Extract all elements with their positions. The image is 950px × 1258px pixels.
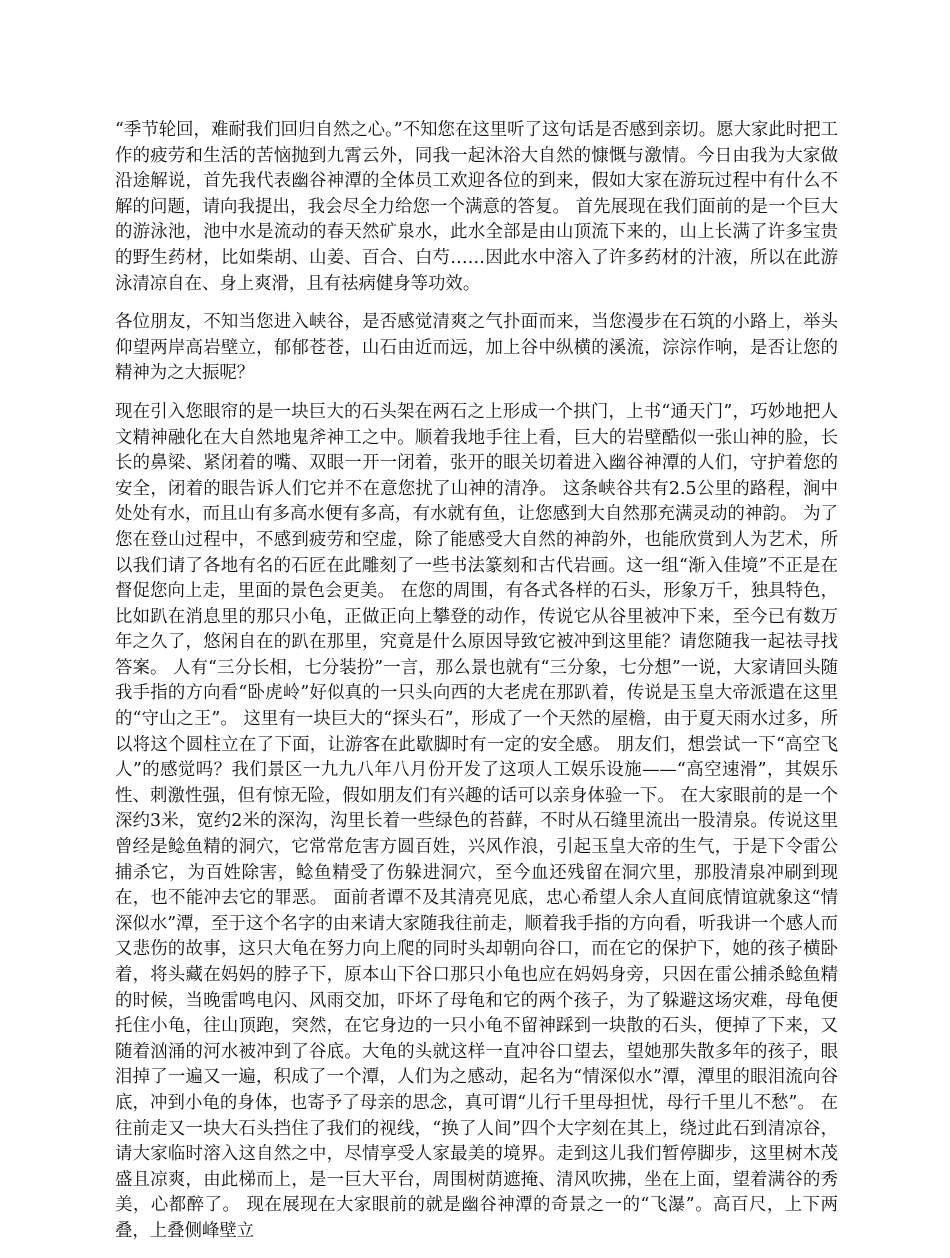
paragraph-intro: “季节轮回，难耐我们回归自然之心。”不知您在这里听了这句话是否感到亲切。愿大家此时把工作的疲劳和生活的苦恼抛到九霄云外，同我一起沐浴大自然的慷慨与激情。今日由我为大家做沿途解说，首先我代表幽谷神潭的全体员工欢迎各位的到来，假如大家在游玩过程中有什么不解的问题，请向我提出，我会尽全力给您一个满意的答复。 首先展现在我们面前的是一个巨大的游泳池，池中水是流动的春天然矿泉水，此水全部是由山顶流下来的，山上长满了许多宝贵的野生药材，比如柴胡、山姜、百合、白芍……因此水中溶入了许多药材的汁液，所以在此游泳清凉自在、身上爽滑，且有祛病健身等功效。 (115, 120, 838, 294)
paragraph-gorge-entry: 各位朋友，不知当您进入峡谷，是否感觉清爽之气扑面而来，当您漫步在石筑的小路上，举头仰望两岸高岩壁立，郁郁苍苍，山石由近而远，加上谷中纵横的溪流，淙淙作响，是否让您的精神为之大振呢？ (115, 312, 838, 384)
document-body (115, 118, 838, 1258)
paragraph-scenic-tour: 现在引入您眼帘的是一块巨大的石头架在两石之上形成一个拱门，上书“通天门”，巧妙地把人文精神融化在大自然地鬼斧神工之中。顺着我地手往上看，巨大的岩壁酷似一张山神的脸，长长的鼻梁、紧闭着的嘴、双眼一开一闭着，张开的眼关切着进入幽谷神潭的人们，守护着您的安全，闭着的眼告诉人们它并不在意您扰了山神的清净。 这条峡谷共有2.5公里的路程，涧中处处有水，而且山有多高水便有多高，有水就有鱼，让您感到大自然那充满灵动的神韵。 为了您在登山过程中，不感到疲劳和空虚，除了能感受大自然的神韵外，也能欣赏到人为艺术，所以我们请了各地有名的石匠在此雕刻了一些书法篆刻和古代岩画。这一组“渐入佳境”不正是在督促您向上走，里面的景色会更美。 在您的周围，有各式各样的石头，形象万千，独具特色，比如趴在消息里的那只小龟，正做正向上攀登的动作，传说它从谷里被冲下来，至今已有数万年之久了，悠闲自在的趴在那里，究竟是什么原因导致它被冲到这里能？请您随我一起祛寻找答案。 人有“三分长相，七分装扮”一言，那么景也就有“三分象，七分想”一说，大家请回头随我手指的方向看“卧虎岭”好似真的一只头向西的大老虎在那趴着，传说是玉皇大帝派遣在这里的“守山之王”。 这里有一块巨大的“探头石”，形成了一个天然的屋檐，由于夏天雨水过多，所以将这个圆柱立在了下面，让游客在此歇脚时有一定的安全感。 朋友们，想尝试一下“高空飞人”的感觉吗？我们景区一九九八年八月份开发了这项人工娱乐设施——“高空速滑”，其娱乐性、刺激性强，但有惊无险，假如朋友们有兴趣的话可以亲身体验一下。 在大家眼前的是一个深约3米，宽约2米的深沟，沟里长着一些绿色的苔藓，不时从石缝里流出一股清泉。传说这里曾经是鲶鱼精的洞穴，它常常危害方圆百姓，兴风作浪，引起玉皇大帝的生气，于是下令雷公捕杀它，为百姓除害，鲶鱼精受了伤躲进洞穴，至今血还残留在洞穴里，那股清泉冲刷到现在，也不能冲去它的罪恶。 面前者谭不及其清亮见底，忠心希望人余人直间底情谊就象这“情深似水”潭，至于这个名字的由来请大家随我往前走，顺着我手指的方向看，听我讲一个感人而又悲伤的故事，这只大龟在努力向上爬的同时头却朝向谷口，而在它的保护下，她的孩子横卧着，将头藏在妈妈的脖子下，原本山下谷口那只小龟也应在妈妈身旁，只因在雷公捕杀鲶鱼精的时候，当晚雷鸣电闪、风雨交加，吓坏了母龟和它的两个孩子，为了躲避这场灾难，母龟便托住小龟，往山顶跑，突然，在它身边的一只小龟不留神踩到一块散的石头，便掉了下来，又随着汹涌的河水被冲到了谷底。大龟的头就这样一直冲谷口望去，望她那失散多年的孩子，眼泪掉了一遍又一遍，积成了一个潭，人们为之感动，起名为“情深似水”潭，潭里的眼泪流向谷底，冲到小龟的身体，也寄予了母亲的思念，真可谓“儿行千里母担忧，母行千里儿不愁”。 在往前走又一块大石头挡住了我们的视线，“换了人间”四个大字刻在其上，绕过此石到清凉谷，请大家临时溶入这自然之中，尽情享受人家最美的境界。走到这儿我们暂停脚步，这里树木茂盛且凉爽，由此梯而上，是一巨大平台，周围树荫遮掩、清风吹拂，坐在上面，望着满谷的秀美，心都醉了。 现在展现在大家眼前的就是幽谷神潭的奇景之一的“飞瀑”。高百尺，上下两叠，上叠侧峰壁立 (115, 401, 838, 1241)
